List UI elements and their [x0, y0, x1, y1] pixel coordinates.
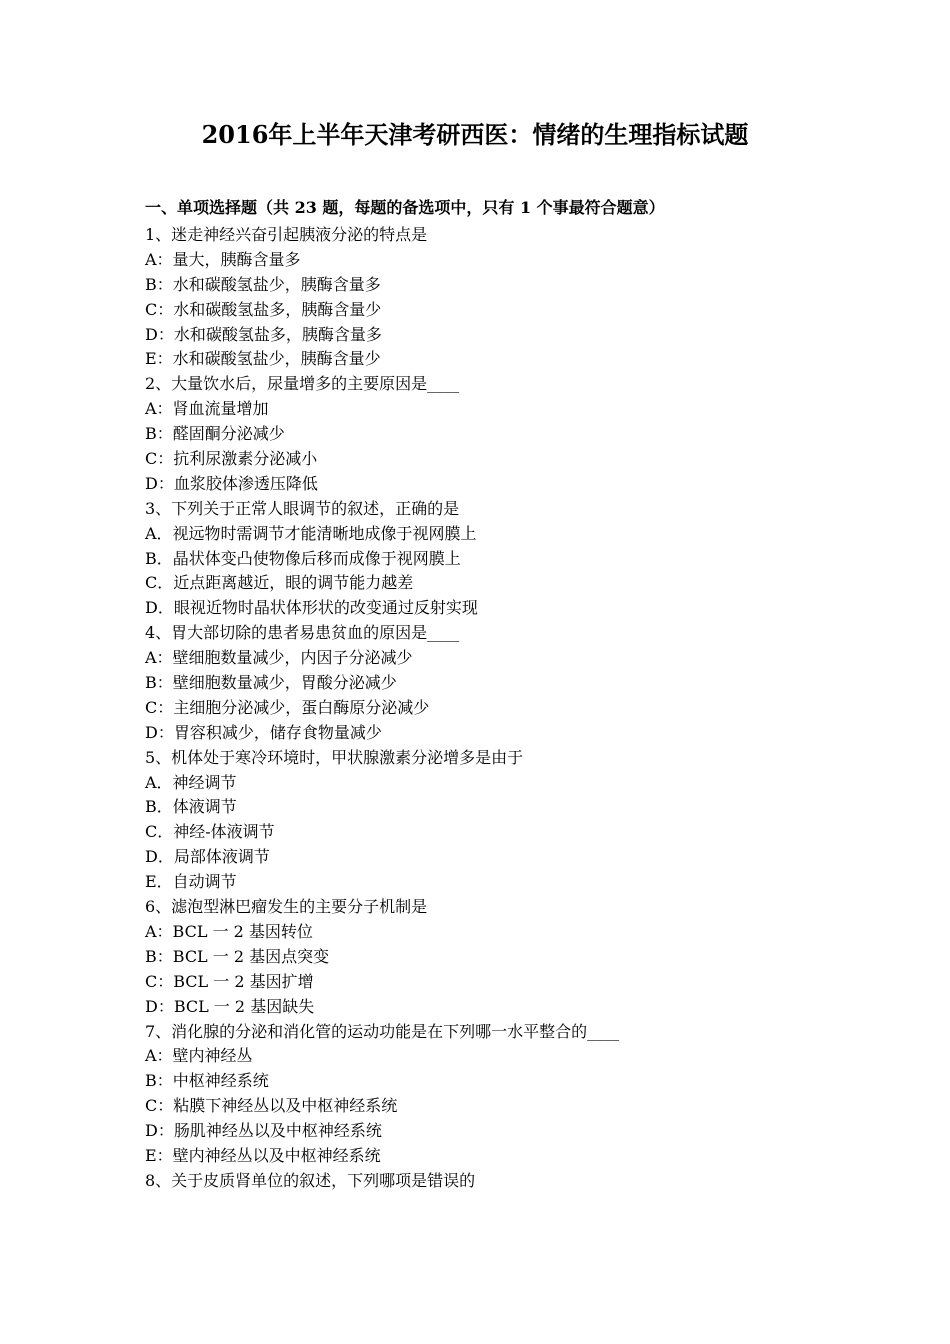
answer-option: D：水和碳酸氢盐多，胰酶含量多 [145, 324, 382, 344]
answer-option: E：水和碳酸氢盐少，胰酶含量少 [145, 349, 381, 369]
question-stem: 4、胃大部切除的患者易患贫血的原因是____ [145, 623, 460, 643]
question-1 [145, 223, 845, 372]
answer-option: D：BCL 一 2 基因缺失 [145, 996, 315, 1016]
answer-option: C．近点距离越近，眼的调节能力越差 [145, 573, 414, 593]
document-title: 2016年上半年天津考研西医：情绪的生理指标试题 [201, 120, 749, 149]
answer-option: D：血浆胶体渗透压降低 [145, 473, 318, 493]
question-stem: 2、大量饮水后，尿量增多的主要原因是____ [145, 374, 460, 394]
answer-option: D．局部体液调节 [145, 847, 270, 867]
answer-option: A．视远物时需调节才能清晰地成像于视网膜上 [145, 523, 477, 543]
question-stem: 6、滤泡型淋巴瘤发生的主要分子机制是 [145, 897, 428, 917]
question-4 [145, 621, 845, 745]
question-stem: 8、关于皮质肾单位的叙述，下列哪项是错误的 [145, 1170, 476, 1190]
answer-option: A：壁细胞数量减少，内因子分泌减少 [145, 648, 413, 668]
question-5 [145, 746, 845, 895]
question-6 [145, 895, 845, 1019]
question-stem: 5、机体处于寒冷环境时，甲状腺激素分泌增多是由于 [145, 747, 524, 767]
answer-option: A：BCL 一 2 基因转位 [145, 921, 313, 941]
question-8 [145, 1169, 845, 1194]
answer-option: A：壁内神经丛 [145, 1046, 253, 1066]
question-stem: 1、迷走神经兴奋引起胰液分泌的特点是 [145, 225, 428, 244]
answer-option: C：BCL 一 2 基因扩增 [145, 971, 314, 991]
answer-option: C．神经-体液调节 [145, 822, 275, 842]
answer-option: D：胃容积减少，储存食物量减少 [145, 722, 382, 742]
answer-option: E．自动调节 [145, 872, 237, 892]
answer-option: D：肠肌神经丛以及中枢神经系统 [145, 1121, 382, 1141]
answer-option: A：肾血流量增加 [145, 399, 269, 419]
answer-option: B．晶状体变凸使物像后移而成像于视网膜上 [145, 548, 461, 568]
answer-option: B：水和碳酸氢盐少，胰酶含量多 [145, 274, 381, 294]
question-list [145, 223, 845, 1194]
section-heading: 一、单项选择题（共 23 题，每题的备选项中，只有 1 个事最符合题意） [145, 198, 665, 217]
answer-option: A：量大，胰酶含量多 [145, 249, 301, 269]
answer-option: B．体液调节 [145, 797, 237, 817]
answer-option: B：中枢神经系统 [145, 1071, 269, 1091]
answer-option: C：水和碳酸氢盐多，胰酶含量少 [145, 299, 382, 319]
answer-option: C：抗利尿激素分泌减小 [145, 449, 318, 469]
answer-option: C：主细胞分泌减少，蛋白酶原分泌减少 [145, 697, 430, 717]
question-3 [145, 497, 845, 621]
answer-option: D．眼视近物时晶状体形状的改变通过反射实现 [145, 598, 478, 618]
answer-option: E：壁内神经丛以及中枢神经系统 [145, 1145, 381, 1165]
answer-option: B：醛固酮分泌减少 [145, 424, 285, 444]
question-2 [145, 372, 845, 496]
question-stem: 7、消化腺的分泌和消化管的运动功能是在下列哪一水平整合的____ [145, 1021, 620, 1041]
answer-option: B：BCL 一 2 基因点突变 [145, 946, 330, 966]
answer-option: B：壁细胞数量减少，胃酸分泌减少 [145, 673, 397, 693]
question-7 [145, 1020, 845, 1169]
answer-option: C：粘膜下神经丛以及中枢神经系统 [145, 1096, 398, 1116]
question-stem: 3、下列关于正常人眼调节的叙述，正确的是 [145, 498, 460, 518]
answer-option: A．神经调节 [145, 772, 237, 792]
